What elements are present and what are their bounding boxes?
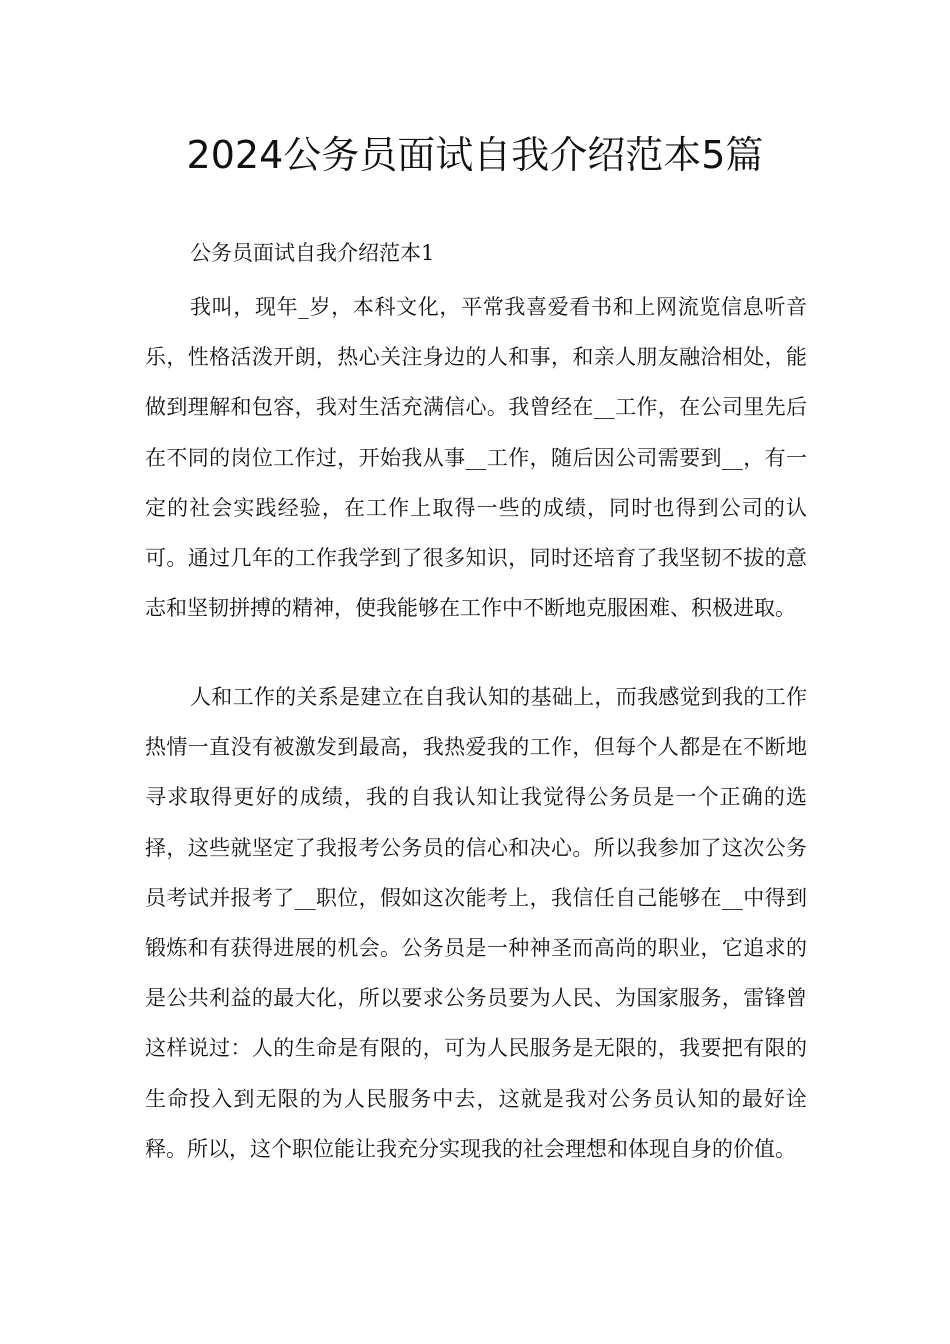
body-paragraph: 人和工作的关系是建立在自我认知的基础上，而我感觉到我的工作热情一直没有被激发到最高，我热爱我的工作，但每个人都是在不断地寻求取得更好的成绩，我的自我认知让我觉得公务员是一个正确的选择，这些就坚定了我报考公务员的信心和决心。所以我参加了这次公务员考试并报考了__职位，假如这次能考上，我信任自己能够在__中得到锻炼和有获得进展的机会。公务员是一种神圣而高尚的职业，它追求的是公共利益的最大化，所以要求公务员要为人民、为国家服务，雷锋曾这样说过：人的生命是有限的，可为人民服务是无限的，我要把有限的生命投入到无限的为人民服务中去，这就是我对公务员认知的最好诠释。所以，这个职位能让我充分实现我的社会理想和体现自身的价值。 — [145, 685, 807, 1161]
body-paragraph: 我叫，现年_岁，本科文化，平常我喜爱看书和上网流览信息听音乐，性格活泼开朗，热心关注身边的人和事，和亲人朋友融洽相处，能做到理解和包容，我对生活充满信心。我曾经在__工作，在公司里先后在不同的岗位工作过，开始我从事__工作，随后因公司需要到__，有一定的社会实践经验，在工作上取得一些的成绩，同时也得到公司的认可。通过几年的工作我学到了很多知识，同时还培育了我坚韧不拔的意志和坚韧拼搏的精神，使我能够在工作中不断地克服困难、积极进取。 — [145, 295, 807, 621]
section-heading: 公务员面试自我介绍范本1 — [190, 241, 435, 265]
document-title: 2024公务员面试自我介绍范本5篇 — [186, 133, 764, 177]
